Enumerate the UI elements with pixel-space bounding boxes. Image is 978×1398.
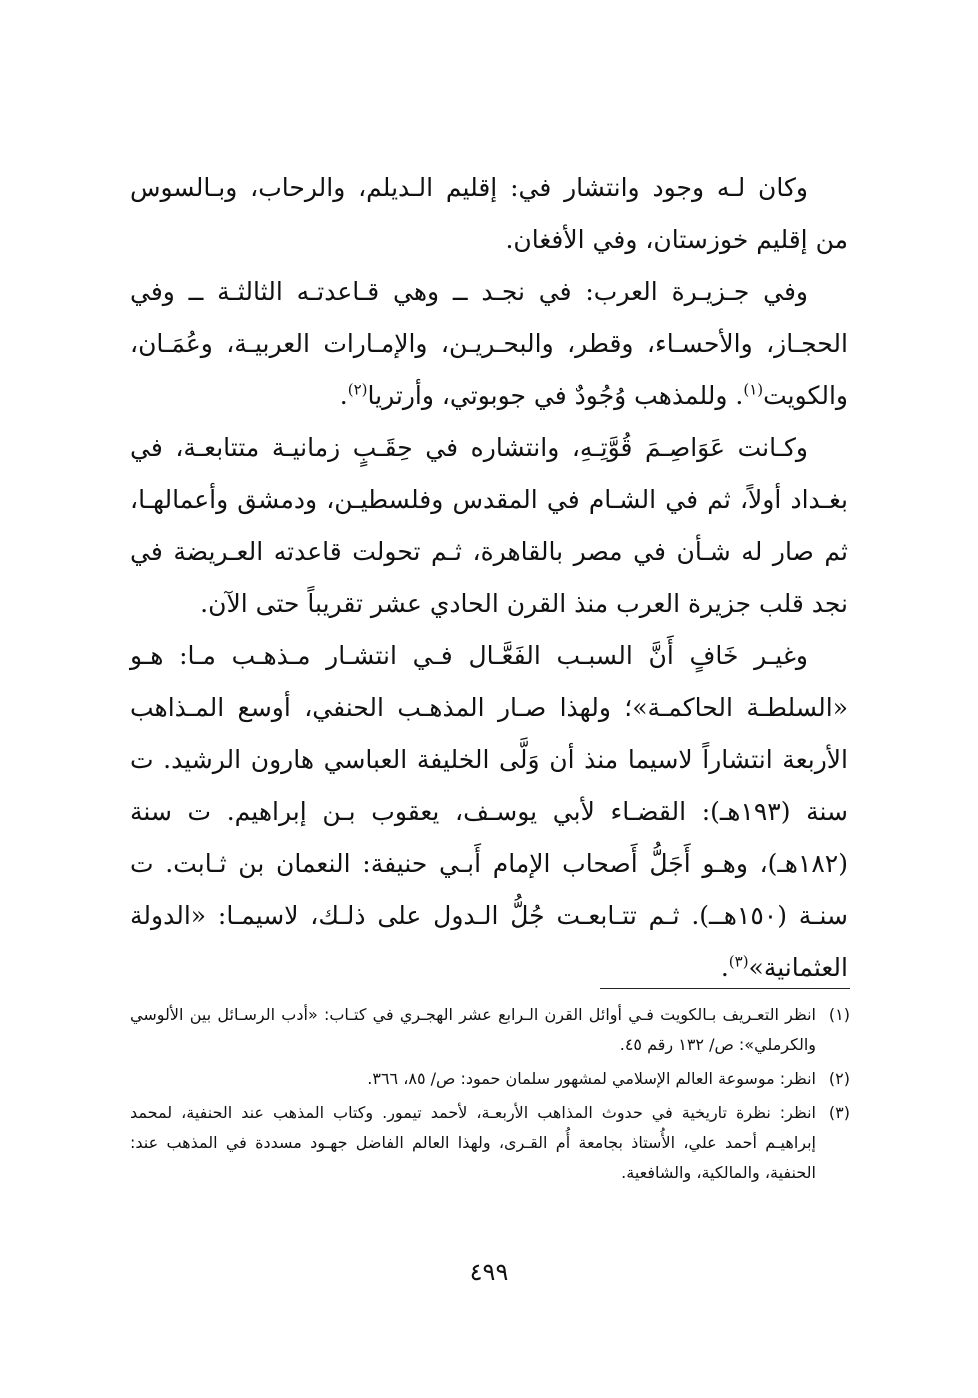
footnote-ref-2[interactable]: (٢) [347,380,368,399]
paragraph-2-text-a: وفي جـزيـرة العرب: في نجـد ــ وهي قـاعدتـه الثالثـة ــ وفي الحجـاز، والأحسـاء، وقطر، والبحـريـن، والإمـارات العربيـة، وعُمَـان، والكويت [130,277,848,410]
footnotes [130,1000,850,1192]
paragraph-3 [130,422,848,630]
paragraph-4 [130,630,848,994]
footnote-3-number: (٣) [828,1103,850,1122]
paragraph-2 [130,266,848,422]
footnote-ref-3[interactable]: (٣) [728,952,749,971]
footnote-2-text: انظر: موسوعة العالم الإسلامي لمشهور سلمان حمود: ص/ ٨٥، ٣٦٦. [367,1069,816,1088]
footnote-ref-1[interactable]: (١) [743,380,764,399]
footnote-1-number: (١) [828,1005,850,1024]
paragraph-4-text: وغيـر خَافٍ أَنَّ السبـب الفَعَّـال فـي انتشـار مـذهـب مـا: هـو «السلطـة الحاكمـة»؛ ولهذا صـار المذهـب الحنفي، أوسع المـذاهب الأربعة انتشاراً لاسيما منذ أن وَلَّى الخليفة العباسي هارون الرشيد. ت سنة (١٩٣هـ): القضـاء لأبي يوسـف، يعقوب بـن إبراهيم. ت سنة (١٨٢هـ)، وهـو أَجَلُّ أَصحاب الإمام أَبـي حنيفة: النعمان بن ثـابت. ت سنـة (١٥٠هــ). ثـم تتـابعـت جُلُّ الـدول على ذلـك، لاسيمـا: «الدولة العثمانية» [130,641,848,982]
footnote-2 [130,1064,850,1094]
paragraph-4-text-end: . [720,953,729,982]
paragraph-1-text: وكان لـه وجود وانتشار في: إقليم الـديلم، والرحاب، وبـالسوس من إقليم خوزستان، وفي الأفغان. [130,173,848,254]
footnote-3-text: انظر: نظرة تاريخية في حدوث المذاهب الأربعـة، لأحمد تيمور. وكتاب المذهب عند الحنفية، لمحمد إبراهيـم أحمد علي، الأُستاذ بجامعة أُم القـرى، ولهذا العالم الفاضل جهـود مسددة في المذهب عند: الحنفية، والمالكية، والشافعية. [130,1103,816,1182]
footnote-1 [130,1000,850,1060]
paragraph-3-text: وكـانت عَوَاصِـمَ قُوَّتِـهِ، وانتشاره في حِقَـبٍ زمانيـة متتابعـة، في بغـداد أولاً، ثم في الشـام في المقدس وفلسطيـن، ودمشق وأعمالهـا، ثم صار له شـأن في مصر بالقاهرة، ثـم تحولت قاعدته العـريضة في نجد قلب جزيرة العرب منذ القرن الحادي عشر تقريباً حتى الآن. [130,433,848,618]
paragraph-1 [130,162,848,266]
footnote-2-number: (٢) [828,1069,850,1088]
paragraph-2-text-b: . وللمذهب وُجُودٌ في جوبوتي، وأرتريا [367,381,744,410]
main-text [130,162,848,994]
paragraph-2-text-c: . [339,381,348,410]
page-number: ٤٩٩ [469,1258,509,1286]
footnote-3 [130,1098,850,1188]
footnote-1-text: انظر التعـريف بـالكويت فـي أوائل القرن الـرابع عشر الهجـري في كتـاب: «أدب الرسـائل بين الألوسي والكرملي»: ص/ ١٣٢ رقم ٤٥. [130,1005,816,1054]
footnote-separator [600,988,850,989]
